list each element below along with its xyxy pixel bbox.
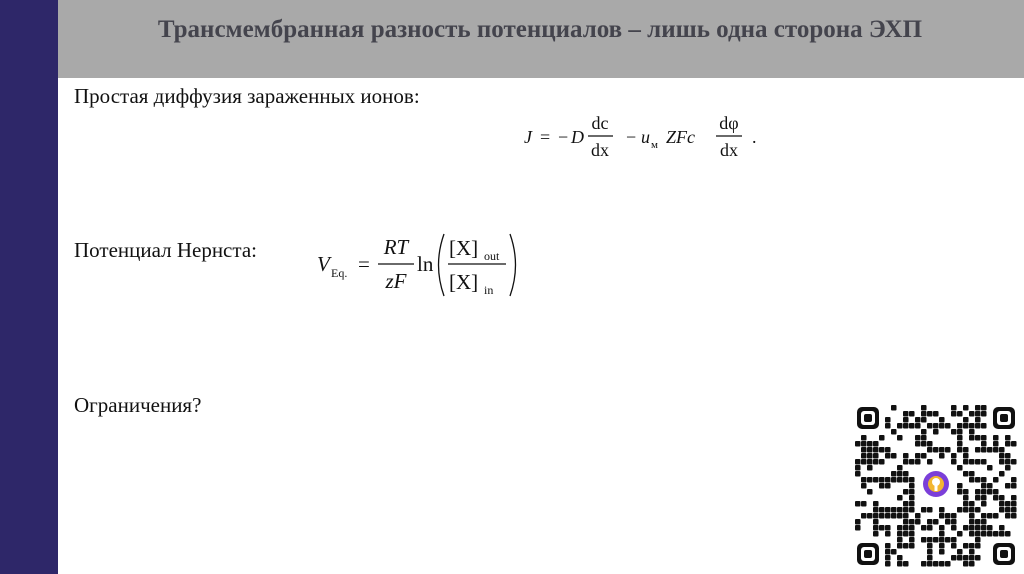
slide-title: Трансмембранная разность потенциалов – лишь одна сторона ЭХП xyxy=(157,16,923,43)
qr-code[interactable] xyxy=(855,405,1017,567)
formula-minus: − xyxy=(626,127,637,147)
formula-V: V xyxy=(317,252,330,276)
qr-finder-top-right xyxy=(993,407,1015,429)
formula-equals: = xyxy=(358,252,370,276)
qr-finder-bottom-right xyxy=(993,543,1015,565)
formula-V-subscript: Eq. xyxy=(331,266,348,280)
nernst-formula xyxy=(312,226,528,304)
formula-ZFc: ZFc xyxy=(666,127,695,147)
formula-D: D xyxy=(571,127,584,147)
formula-equals: = xyxy=(540,127,551,147)
formula-u: u xyxy=(641,127,650,147)
frac-dc: dc xyxy=(591,113,609,133)
limitations-label: Ограничения? xyxy=(74,393,202,417)
diffusion-label: Простая диффузия зараженных ионов: xyxy=(74,84,420,108)
X-in-subscript: in xyxy=(484,283,494,297)
qr-finder-top-left xyxy=(857,407,879,429)
qr-finder-bottom-left xyxy=(857,543,879,565)
frac-zF: zF xyxy=(385,269,407,293)
qr-center-logo-icon xyxy=(921,469,951,499)
frac-dphi: dφ xyxy=(719,113,739,133)
left-paren xyxy=(439,234,445,296)
right-paren xyxy=(510,234,516,296)
X-in: [X] xyxy=(449,270,479,294)
formula-dot: . xyxy=(752,127,757,147)
nernst-label: Потенциал Нернста: xyxy=(74,238,257,262)
X-out: [X] xyxy=(449,236,479,260)
formula-minus: − xyxy=(558,127,569,147)
frac-dx: dx xyxy=(720,140,738,160)
frac-dx: dx xyxy=(591,140,609,160)
diffusion-formula xyxy=(520,103,770,167)
formula-ln: ln xyxy=(417,252,434,276)
formula-u-subscript: м xyxy=(651,139,658,151)
left-accent-bar xyxy=(0,0,58,574)
X-out-subscript: out xyxy=(484,249,500,263)
frac-RT: RT xyxy=(383,235,409,259)
formula-J: J xyxy=(524,127,532,147)
